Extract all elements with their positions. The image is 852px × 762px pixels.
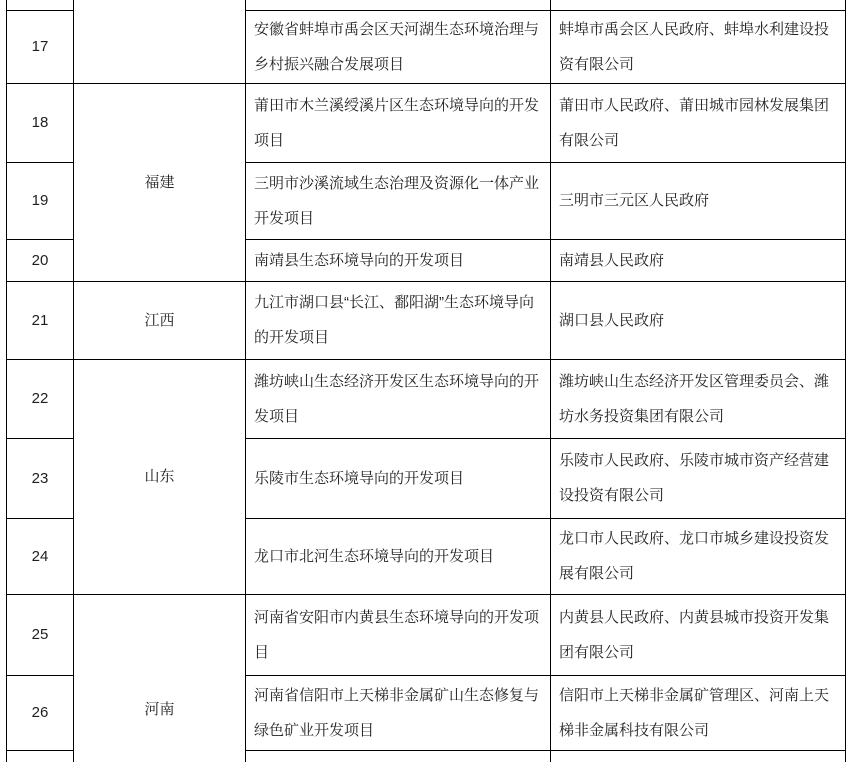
row-no-cell: 23: [7, 438, 74, 518]
province-cell: 山东: [74, 359, 246, 594]
project-cell: 河南省安阳市内黄县生态环境导向的开发项目: [246, 594, 551, 675]
project-cell: 九江市湖口县“长江、鄱阳湖”生态环境导向的开发项目: [246, 281, 551, 359]
entity-cell: 乐陵市人民政府、乐陵市城市资产经营建设投资有限公司: [551, 438, 846, 518]
row-no-cell: 24: [7, 518, 74, 594]
row-no-cell: [7, 0, 74, 10]
entity-cell: 龙口市人民政府、龙口市城乡建设投资发展有限公司: [551, 518, 846, 594]
project-cell: 三明市沙溪流域生态治理及资源化一体产业开发项目: [246, 162, 551, 239]
project-cell: 南靖县生态环境导向的开发项目: [246, 239, 551, 281]
entity-cell: [551, 750, 846, 762]
project-cell: 乐陵市生态环境导向的开发项目: [246, 438, 551, 518]
project-cell: 龙口市北河生态环境导向的开发项目: [246, 518, 551, 594]
projects-table: [6, 0, 846, 762]
entity-cell: 湖口县人民政府: [551, 281, 846, 359]
row-no-cell: 26: [7, 675, 74, 750]
row-no-cell: 18: [7, 83, 74, 162]
entity-cell: 南靖县人民政府: [551, 239, 846, 281]
project-cell: 安徽省蚌埠市禹会区天河湖生态环境治理与乡村振兴融合发展项目: [246, 10, 551, 83]
row-no-cell: 20: [7, 239, 74, 281]
row-no-cell: 19: [7, 162, 74, 239]
table-row: [7, 281, 846, 359]
project-cell: [246, 750, 551, 762]
row-no-cell: 25: [7, 594, 74, 675]
province-cell: 江西: [74, 281, 246, 359]
table-row: [7, 0, 846, 10]
table-row: [7, 83, 846, 162]
project-cell: 潍坊峡山生态经济开发区生态环境导向的开发项目: [246, 359, 551, 438]
row-no-cell: 21: [7, 281, 74, 359]
table-row: [7, 594, 846, 675]
province-cell: 福建: [74, 83, 246, 281]
entity-cell: 内黄县人民政府、内黄县城市投资开发集团有限公司: [551, 594, 846, 675]
project-cell: 河南省信阳市上天梯非金属矿山生态修复与绿色矿业开发项目: [246, 675, 551, 750]
table-row: [7, 359, 846, 438]
entity-cell: 信阳市上天梯非金属矿管理区、河南上天梯非金属科技有限公司: [551, 675, 846, 750]
entity-cell: 三明市三元区人民政府: [551, 162, 846, 239]
entity-cell: 潍坊峡山生态经济开发区管理委员会、潍坊水务投资集团有限公司: [551, 359, 846, 438]
row-no-cell: 22: [7, 359, 74, 438]
row-no-cell: 17: [7, 10, 74, 83]
province-cell: 河南: [74, 594, 246, 762]
project-cell: [246, 0, 551, 10]
project-cell: 莆田市木兰溪绶溪片区生态环境导向的开发项目: [246, 83, 551, 162]
province-cell: [74, 0, 246, 83]
row-no-cell: [7, 750, 74, 762]
entity-cell: 蚌埠市禹会区人民政府、蚌埠水利建设投资有限公司: [551, 10, 846, 83]
entity-cell: 莆田市人民政府、莆田城市园林发展集团有限公司: [551, 83, 846, 162]
entity-cell: [551, 0, 846, 10]
